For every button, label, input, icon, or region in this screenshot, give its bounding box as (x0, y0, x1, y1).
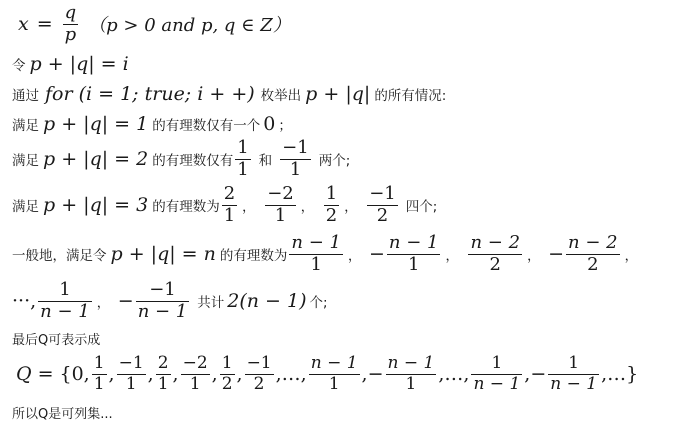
condition: （p > 0 and p, q ∈ Z） (88, 15, 291, 36)
general-tail-line (12, 275, 328, 327)
fraction-q-over-p (63, 3, 79, 45)
fraction (222, 184, 237, 226)
general-label: 一般地，满足令 (12, 248, 107, 264)
denominator: 1 (289, 158, 302, 180)
fraction (566, 233, 620, 275)
numerator: n − 1 (388, 231, 439, 253)
satisfy-label: 满足 (12, 153, 39, 169)
numerator: 1 (491, 352, 503, 373)
fraction (280, 138, 311, 180)
conclusion-text: 所以Q是可列集... (12, 406, 113, 422)
let-label: 令 (12, 58, 26, 74)
numerator: n − 1 (291, 231, 341, 253)
numerator: −2 (267, 182, 294, 204)
separator: ， (445, 248, 459, 264)
and-label: 和 (258, 153, 273, 169)
fraction (220, 354, 235, 394)
fraction (136, 280, 190, 322)
numerator: −2 (182, 352, 208, 373)
denominator: n − 1 (473, 373, 521, 394)
fraction (548, 354, 599, 394)
comma: , (236, 363, 243, 385)
comma: , (275, 363, 282, 385)
denominator: n − 1 (137, 300, 188, 322)
case-expr: p + |q| = 1 (43, 113, 149, 135)
via-label: 通过 (12, 88, 39, 104)
conclusion-intro-text: 最后Q可表示成 (12, 332, 101, 348)
var-x: x (18, 13, 29, 35)
ellipsis: …, (281, 363, 307, 385)
case-text: 的有理数为 (219, 248, 288, 264)
comma: , (524, 363, 531, 385)
minus-sign: − (368, 243, 385, 265)
sum-expr: p + |q| (305, 83, 371, 105)
equals: = (37, 363, 54, 385)
ellipsis: …, (444, 363, 470, 385)
conclusion-intro (12, 328, 100, 348)
fraction (117, 354, 146, 394)
general-case-line (12, 228, 646, 280)
equals: = (36, 13, 53, 35)
case-text: 的有理数仅有 (152, 153, 234, 169)
numerator: 1 (93, 352, 105, 373)
numerator: −1 (369, 182, 396, 204)
fraction (181, 354, 210, 394)
let-expr: p + |q| = i (29, 53, 129, 75)
numerator: 1 (568, 352, 580, 373)
minus-sign: − (367, 363, 384, 385)
comma: , (147, 363, 154, 385)
denominator: 1 (405, 373, 417, 394)
denominator: 1 (237, 158, 249, 180)
numerator: 1 (237, 136, 249, 158)
numerator: n − 2 (470, 231, 521, 253)
case-expr: p + |q| = 2 (43, 148, 149, 170)
denominator: 1 (407, 253, 420, 275)
numerator: 1 (325, 182, 338, 204)
denominator: n − 1 (40, 300, 90, 322)
comma: , (601, 363, 608, 385)
satisfy-label: 满足 (12, 118, 39, 134)
set-close: …} (607, 363, 639, 385)
fraction (471, 354, 522, 394)
ellipsis: ···, (12, 290, 37, 312)
denominator: 1 (157, 373, 169, 394)
set-open: {0, (59, 363, 90, 385)
separator: ， (344, 199, 358, 215)
case-3-line (12, 180, 437, 230)
denominator: 1 (328, 373, 340, 394)
case-expr: p + |q| = n (110, 243, 216, 265)
numerator: −1 (246, 352, 272, 373)
all-cases-label: 的所有情况: (374, 88, 447, 104)
fraction (367, 184, 398, 226)
for-loop-expr: for (i = 1; true; i + +) (45, 83, 255, 105)
numerator: −1 (118, 352, 144, 373)
separator: ， (300, 199, 314, 215)
enumerate-label: 枚举出 (260, 88, 302, 104)
comma: , (108, 363, 115, 385)
case-2-line (12, 134, 350, 184)
numerator: −1 (149, 278, 176, 300)
denominator: 1 (274, 204, 287, 226)
set-name: Q (16, 363, 32, 385)
fraction (386, 354, 437, 394)
total-label: 共计 (197, 295, 225, 311)
numerator: n − 1 (310, 352, 358, 373)
denominator: 2 (325, 204, 338, 226)
case-expr: p + |q| = 3 (43, 194, 149, 216)
minus-sign: − (548, 243, 564, 265)
numerator: q (64, 1, 77, 23)
denominator: 2 (253, 373, 265, 394)
case-end: 个; (309, 295, 328, 311)
denominator: 1 (189, 373, 201, 394)
total-count: 2(n − 1) (227, 290, 307, 312)
comma: , (438, 363, 445, 385)
numerator: 2 (223, 182, 236, 204)
numerator: n − 1 (387, 352, 435, 373)
denominator: n − 1 (550, 373, 598, 394)
denominator: 2 (489, 253, 501, 275)
separator: ， (96, 295, 110, 311)
denominator: 2 (587, 253, 599, 275)
fraction (468, 233, 522, 275)
case-value: 0 (263, 113, 276, 135)
separator: ， (527, 248, 541, 264)
case-end: 两个; (318, 153, 351, 169)
comma: , (211, 363, 218, 385)
denominator: 1 (125, 373, 137, 394)
fraction (309, 354, 360, 394)
case-text: 的有理数仅有一个 (152, 118, 261, 134)
separator: ， (242, 199, 256, 215)
fraction (38, 280, 92, 322)
denominator: 1 (93, 373, 105, 394)
fraction (289, 233, 343, 275)
fraction (324, 184, 339, 226)
minus-sign: − (530, 363, 547, 385)
comma: , (172, 363, 179, 385)
numerator: 1 (221, 352, 233, 373)
separator: ， (347, 248, 361, 264)
comma: , (361, 363, 368, 385)
numerator: 1 (59, 278, 71, 300)
case-end: ； (278, 118, 292, 134)
minus-sign: − (117, 290, 134, 312)
numerator: 2 (157, 352, 169, 373)
case-end: 四个; (405, 199, 438, 215)
set-q-line (16, 348, 638, 400)
fraction (92, 354, 107, 394)
enumerate-line (12, 80, 446, 108)
denominator: p (64, 23, 77, 45)
denominator: 1 (310, 253, 322, 275)
denominator: 2 (221, 373, 233, 394)
let-line (12, 50, 129, 78)
numerator: n − 2 (568, 231, 618, 253)
conclusion-line (12, 402, 113, 422)
fraction (265, 184, 296, 226)
fraction (387, 233, 441, 275)
satisfy-label: 满足 (12, 199, 39, 215)
fraction (235, 138, 250, 180)
separator: ， (624, 248, 638, 264)
denominator: 2 (376, 204, 389, 226)
case-text: 的有理数为 (152, 199, 220, 215)
numerator: −1 (282, 136, 309, 158)
definition-line (18, 2, 291, 46)
fraction (245, 354, 274, 394)
denominator: 1 (223, 204, 236, 226)
fraction (156, 354, 171, 394)
